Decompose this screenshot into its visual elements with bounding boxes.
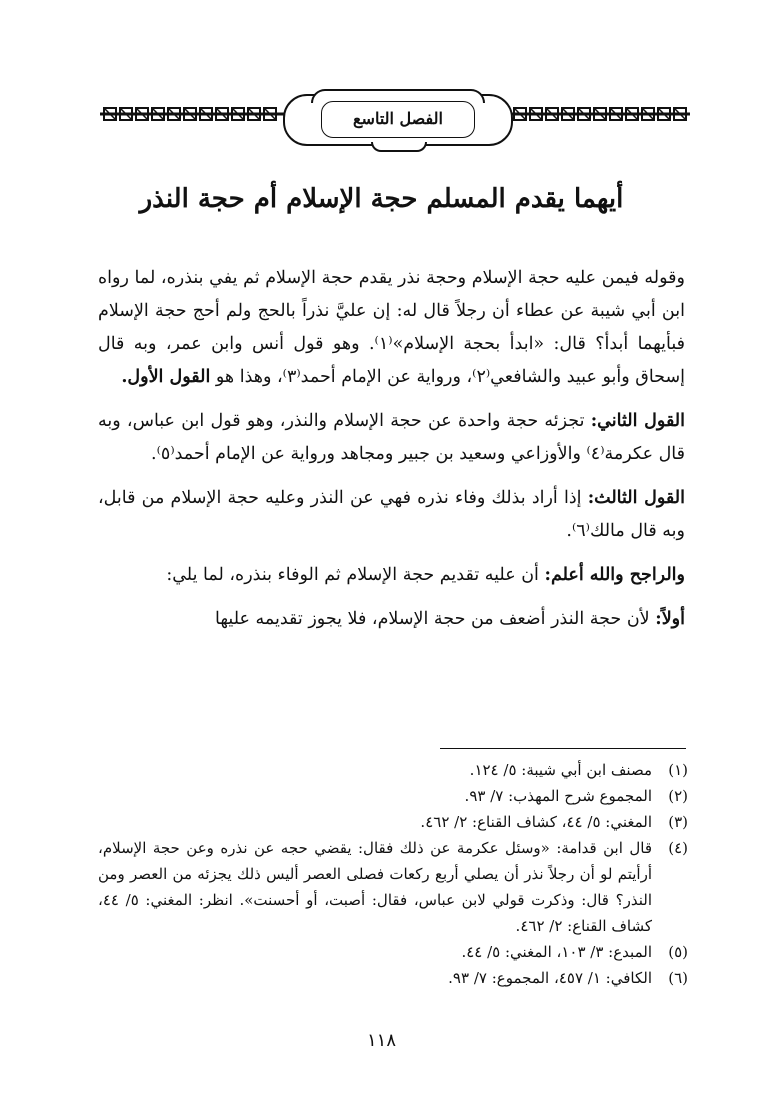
section-title: أيهما يقدم المسلم حجة الإسلام أم حجة النذر: [139, 184, 624, 214]
footnote: [98, 835, 688, 939]
footnote-divider: [440, 748, 686, 749]
paragraph-1: [98, 262, 685, 394]
paragraph-text: وقوله فيمن عليه حجة الإسلام وحجة نذر يقدم حجة الإسلام ثم يفي بنذره، لما رواه ابن أبي شيبة عن عطاء أن رجلاً قال له: إن عليَّ نذراً بالحج ولم أحج حجة الإسلام فبأيهما أبدأ؟ قال: «ابدأ بحجة الإسلام»⁽١⁾. وهو قول أنس وابن عمر، وبه قال إسحاق وأبو عبيد والشافعي⁽٢⁾، ورواية عن الإمام أحمد⁽٣⁾، وهذا هو: [98, 268, 685, 387]
chapter-label: الفصل التاسع: [321, 101, 475, 138]
paragraph-3: [98, 482, 685, 548]
footnote-number: (٥): [668, 943, 688, 961]
body-text: [98, 262, 685, 647]
footnote-text: المجموع شرح المهذب: ٧/ ٩٣.: [464, 787, 652, 805]
paragraph-lead: أولاً:: [655, 609, 685, 629]
paragraph-tail-bold: القول الأول.: [121, 367, 211, 387]
paragraph-text: إذا أراد بذلك وفاء نذره فهي عن النذر وعليه حجة الإسلام من قابل، وبه قال مالك⁽٦⁾.: [98, 488, 685, 541]
footnotes: [98, 757, 688, 991]
paragraph-lead: القول الثالث:: [587, 488, 685, 508]
footnote-text: قال ابن قدامة: «وسئل عكرمة عن ذلك فقال: يقضي حجه عن نذره وعن حجة الإسلام، أرأيتم لو أن رجلاً نذر أن يصلي أربع ركعات فصلى العصر أليس ذلك يجزئه من العصر ومن النذر؟ قال: وذكرت قولي لابن عباس، فقال: أصبت، أو أحسنت». انظر: المغني: ٥/ ٤٤، كشاف القناع: ٢/ ٤٦٢.: [98, 839, 652, 935]
footnote: [98, 939, 688, 965]
paragraph-2: [98, 405, 685, 471]
paragraph-lead: والراجح والله أعلم:: [544, 565, 685, 585]
footnote-text: الكافي: ١/ ٤٥٧، المجموع: ٧/ ٩٣.: [448, 969, 652, 987]
paragraph-text: أن عليه تقديم حجة الإسلام ثم الوفاء بنذره، لما يلي:: [166, 565, 539, 585]
footnote-number: (١): [668, 761, 688, 779]
right-ornament-border: [500, 106, 690, 122]
left-ornament-border: [100, 106, 290, 122]
footnote-number: (٣): [668, 813, 688, 831]
page-number: ١١٨: [366, 1030, 396, 1051]
footnote: [98, 783, 688, 809]
footnote-number: (٤): [668, 839, 688, 857]
paragraph-lead: القول الثاني:: [590, 411, 685, 431]
footnote: [98, 757, 688, 783]
paragraph-text: لأن حجة النذر أضعف من حجة الإسلام، فلا يجوز تقديمه عليها: [215, 609, 650, 629]
footnote-text: المغني: ٥/ ٤٤، كشاف القناع: ٢/ ٤٦٢.: [420, 813, 652, 831]
paragraph-4: [98, 559, 685, 592]
footnote: [98, 965, 688, 991]
footnote: [98, 809, 688, 835]
footnote-number: (٢): [668, 787, 688, 805]
footnote-text: مصنف ابن أبي شيبة: ٥/ ١٢٤.: [469, 761, 652, 779]
paragraph-text: تجزئه حجة واحدة عن حجة الإسلام والنذر، وهو قول ابن عباس، وبه قال عكرمة⁽٤⁾ والأوزاعي وسعيد بن جبير ومجاهد ورواية عن الإمام أحمد⁽٥⁾.: [98, 411, 685, 464]
chapter-label-frame: [283, 94, 513, 146]
footnote-number: (٦): [668, 969, 688, 987]
chapter-header: [100, 88, 690, 158]
footnote-text: المبدع: ٣/ ١٠٣، المغني: ٥/ ٤٤.: [461, 943, 652, 961]
paragraph-5: [98, 603, 685, 636]
